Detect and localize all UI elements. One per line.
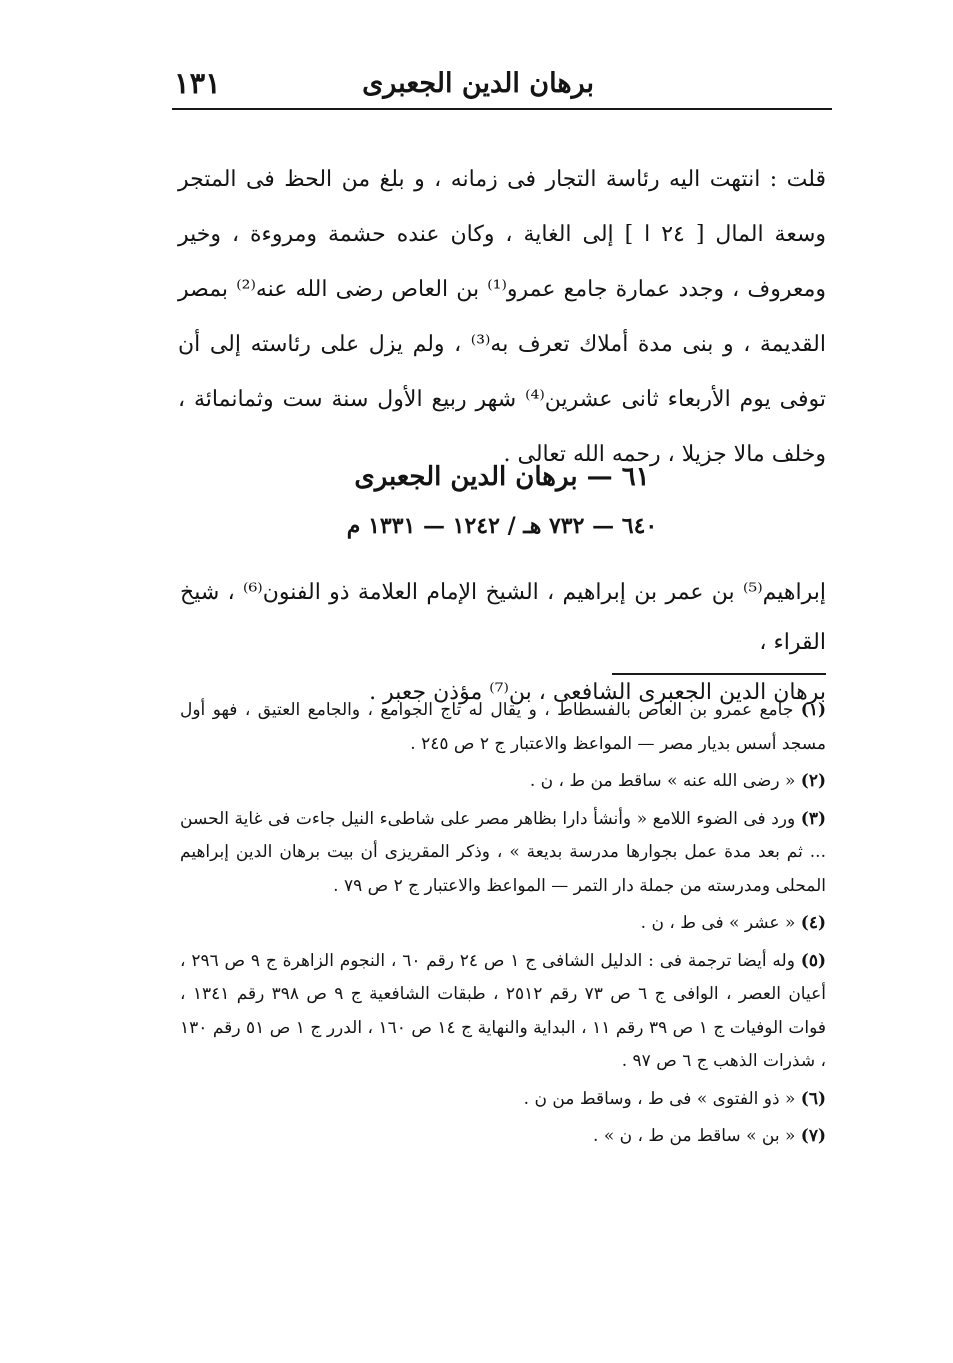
footnote-text: « ذو الفتوى » فى ط ، وساقط من ن . xyxy=(523,1088,796,1109)
footnote xyxy=(180,1120,826,1154)
page-number: ١٣١ xyxy=(174,66,221,100)
footnote xyxy=(180,907,826,941)
footnote-marker: (٤) xyxy=(800,913,826,933)
entry-heading: ٦١ — برهان الدين الجعبرى xyxy=(354,462,650,492)
footnote xyxy=(180,1083,826,1117)
footnote-marker: (١) xyxy=(800,700,827,720)
footnote xyxy=(180,694,826,761)
footnotes xyxy=(180,694,826,1154)
entry-text-line: برهان الدين الجعبرى الشافعى ، بن⁽⁷⁾ مؤذن جعبر . xyxy=(369,680,826,705)
footnote-marker: (٢) xyxy=(800,771,826,791)
footnote xyxy=(180,765,826,799)
footnote-text: وله أيضا ترجمة فى : الدليل الشافى ج ١ ص ٢٤ رقم ٦٠ ، النجوم الزاهرة ج ٩ ص ٢٩٦ ، أعيان العصر ، الوافى ج ٦ ص ٧٣ رقم ٢٥١٢ ، طبقات الشافعية ج ٩ ص ٣٩٨ رقم ١٣٤١ ، فوات الوفيات ج ١ ص ٣٩ رقم ١١ ، البداية والنهاية ج ١٤ ص ١٦٠ ، الدرر ج ١ ص ٥١ رقم ١٣٠ ، شذرات الذهب ج ٦ ص ٩٧ . xyxy=(180,950,826,1071)
entry-dates: ٦٤٠ — ٧٣٢ هـ / ١٢٤٢ — ١٣٣١ م xyxy=(346,513,658,539)
body-paragraph xyxy=(178,152,826,482)
running-head-title: برهان الدين الجعبرى xyxy=(362,68,594,99)
entry-text-line: إبراهيم⁽⁵⁾ بن عمر بن إبراهيم ، الشيخ الإمام العلامة ذو الفنون⁽⁶⁾ ، شيخ القراء ، xyxy=(180,580,827,655)
footnote-text: ورد فى الضوء اللامع « وأنشأ دارا بظاهر مصر على شاطىء النيل جاءت فى غاية الحسن ... ثم بعد مدة عمل بجوارها مدرسة بديعة » ، وذكر المقريزى أن بيت برهان الدين إبراهيم المحلى ومدرسته من جملة دار التمر — المواعظ والاعتبار ج ٢ ص ٧٩ . xyxy=(180,808,826,896)
footnote-text: « رضى الله عنه » ساقط من ط ، ن . xyxy=(529,771,796,791)
footnote-text: « عشر » فى ط ، ن . xyxy=(640,913,796,933)
footnote-marker: (٦) xyxy=(800,1088,826,1109)
body-paragraph-text: قلت : انتهت اليه رئاسة التجار فى زمانه ، و بلغ من الحظ فى المتجر وسعة المال [ ٢٤ ا ] إلى الغاية ، وكان عنده حشمة ومروءة ، وخير ومعروف ، وجدد عمارة جامع عمرو⁽¹⁾ بن العاص رضى الله عنه⁽²⁾ بمصر القديمة ، و بنى مدة أملاك تعرف به⁽³⁾ ، ولم يزل على رئاسته إلى أن توفى يوم الأربعاء ثانى عشرين⁽⁴⁾ شهر ربيع الأول سنة ست وثمانمائة ، وخلف مالا جزيلا ، رحمه الله تعالى . xyxy=(178,167,827,467)
footnote xyxy=(180,803,826,904)
footnote-separator xyxy=(612,673,826,675)
running-head xyxy=(172,62,832,110)
footnote-text: « بن » ساقط من ط ، ن » . xyxy=(593,1126,796,1146)
footnote-marker: (٣) xyxy=(800,808,826,829)
footnote-marker: (٧) xyxy=(800,1126,826,1146)
footnote xyxy=(180,945,826,1079)
footnote-marker: (٥) xyxy=(800,950,826,971)
footnote-text: جامع عمرو بن العاص بالفسطاط ، و يقال له تاج الجوامع ، والجامع العتيق ، فهو أول مسجد أسس بديار مصر — المواعظ والاعتبار ج ٢ ص ٢٤٥ . xyxy=(180,700,826,754)
